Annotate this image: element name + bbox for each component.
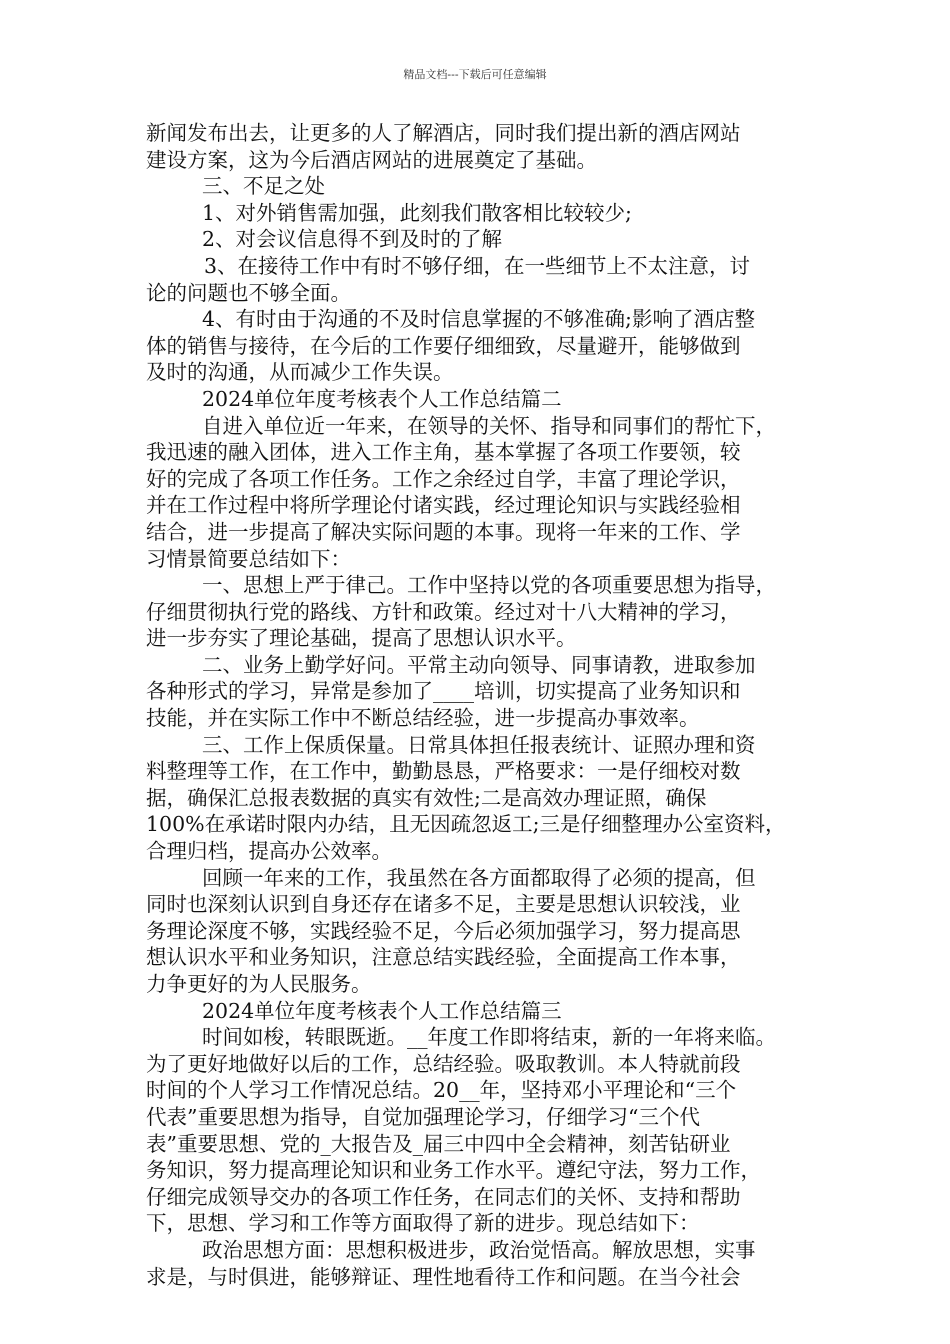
body-line: 习情景简要总结如下：: [146, 546, 351, 571]
body-line: 时间的个人学习工作情况总结。20__年，坚持邓小平理论和“三个: [146, 1078, 737, 1103]
body-line: 为了更好地做好以后的工作，总结经验。吸取教训。本人特就前段: [146, 1051, 741, 1076]
body-line: 仔细完成领导交办的各项工作任务，在同志们的关怀、支持和帮助: [146, 1184, 741, 1209]
body-line: 结合，进一步提高了解决实际问题的本事。现将一年来的工作、学: [146, 519, 741, 544]
body-line: 自进入单位近一年来，在领导的关怀、指导和同事们的帮忙下，: [202, 413, 776, 438]
body-line: 新闻发布出去，让更多的人了解酒店，同时我们提出新的酒店网站: [146, 121, 741, 145]
body-line: 料整理等工作，在工作中，勤勤恳恳，严格要求：一是仔细校对数: [146, 759, 741, 784]
body-line: 进一步夯实了理论基础，提高了思想认识水平。: [146, 626, 577, 651]
body-line: 我迅速的融入团体，进入工作主角，基本掌握了各项工作要领，较: [146, 440, 741, 465]
page-header: 精品文档---下载后可任意编辑: [403, 68, 547, 81]
body-line: 1、对外销售需加强，此刻我们散客相比较较少;: [202, 200, 632, 225]
body-line: 一、思想上严于律己。工作中坚持以党的各项重要思想为指导，: [202, 573, 776, 598]
body-line: 务理论深度不够，实践经验不足，今后必须加强学习，努力提高思: [146, 918, 741, 943]
body-line: 代表”重要思想为指导，自觉加强理论学习，仔细学习“三个代: [146, 1104, 700, 1129]
body-line: 想认识水平和业务知识，注意总结实践经验，全面提高工作本事，: [146, 945, 741, 970]
body-line: 100%在承诺时限内办结，且无因疏忽返工;三是仔细整理办公室资料，: [146, 812, 786, 837]
body-line: 体的销售与接待，在今后的工作要仔细细致，尽量避开，能够做到: [146, 333, 741, 358]
body-line: 务知识，努力提高理论知识和业务工作水平。遵纪守法，努力工作，: [146, 1158, 761, 1183]
body-line: 求是，与时俱进，能够辩证、理性地看待工作和问题。在当今社会: [146, 1264, 741, 1289]
body-line: 技能，并在实际工作中不断总结经验，进一步提高办事效率。: [146, 706, 700, 731]
body-line: 各种形式的学习，异常是参加了____培训，切实提高了业务知识和: [146, 679, 741, 704]
body-line: 力争更好的为人民服务。: [146, 972, 372, 996]
body-line: 及时的沟通，从而减少工作失误。: [146, 360, 454, 385]
body-line: 时间如梭，转眼既逝。__年度工作即将结束，新的一年将来临。: [202, 1025, 776, 1050]
body-line: 2、对会议信息得不到及时的了解: [202, 227, 503, 252]
body-line: 3、在接待工作中有时不够仔细，在一些细节上不太注意，讨: [204, 253, 751, 278]
body-line: 表”重要思想、党的_大报告及_届三中四中全会精神，刻苦钻研业: [146, 1131, 731, 1156]
section-heading: 2024单位年度考核表个人工作总结篇三: [202, 998, 562, 1023]
section-heading: 2024单位年度考核表个人工作总结篇二: [202, 386, 562, 411]
body-line: 下，思想、学习和工作等方面取得了新的进步。现总结如下：: [146, 1211, 700, 1236]
body-line: 好的完成了各项工作任务。工作之余经过自学，丰富了理论学识，: [146, 466, 741, 491]
body-line: 二、业务上勤学好问。平常主动向领导、同事请教，进取参加: [202, 652, 756, 677]
body-line: 据，确保汇总报表数据的真实有效性;二是高效办理证照，确保: [146, 785, 707, 810]
body-line: 4、有时由于沟通的不及时信息掌握的不够准确;影响了酒店整: [202, 307, 755, 332]
body-line: 回顾一年来的工作，我虽然在各方面都取得了必须的提高，但: [202, 865, 756, 890]
body-line: 合理归档，提高办公效率。: [146, 839, 392, 864]
document-body: [146, 120, 811, 1290]
body-line: 仔细贯彻执行党的路线、方针和政策。经过对十八大精神的学习，: [146, 599, 741, 624]
body-line: 同时也深刻认识到自身还存在诸多不足，主要是思想认识较浅，业: [146, 892, 741, 917]
section-heading: 三、不足之处: [202, 174, 325, 199]
body-line: 并在工作过程中将所学理论付诸实践，经过理论知识与实践经验相: [146, 493, 741, 518]
body-line: 论的问题也不够全面。: [146, 280, 351, 305]
body-line: 三、工作上保质保量。日常具体担任报表统计、证照办理和资: [202, 732, 756, 757]
body-line: 建设方案，这为今后酒店网站的进展奠定了基础。: [146, 147, 597, 172]
body-line: 政治思想方面：思想积极进步，政治觉悟高。解放思想，实事: [202, 1237, 756, 1262]
